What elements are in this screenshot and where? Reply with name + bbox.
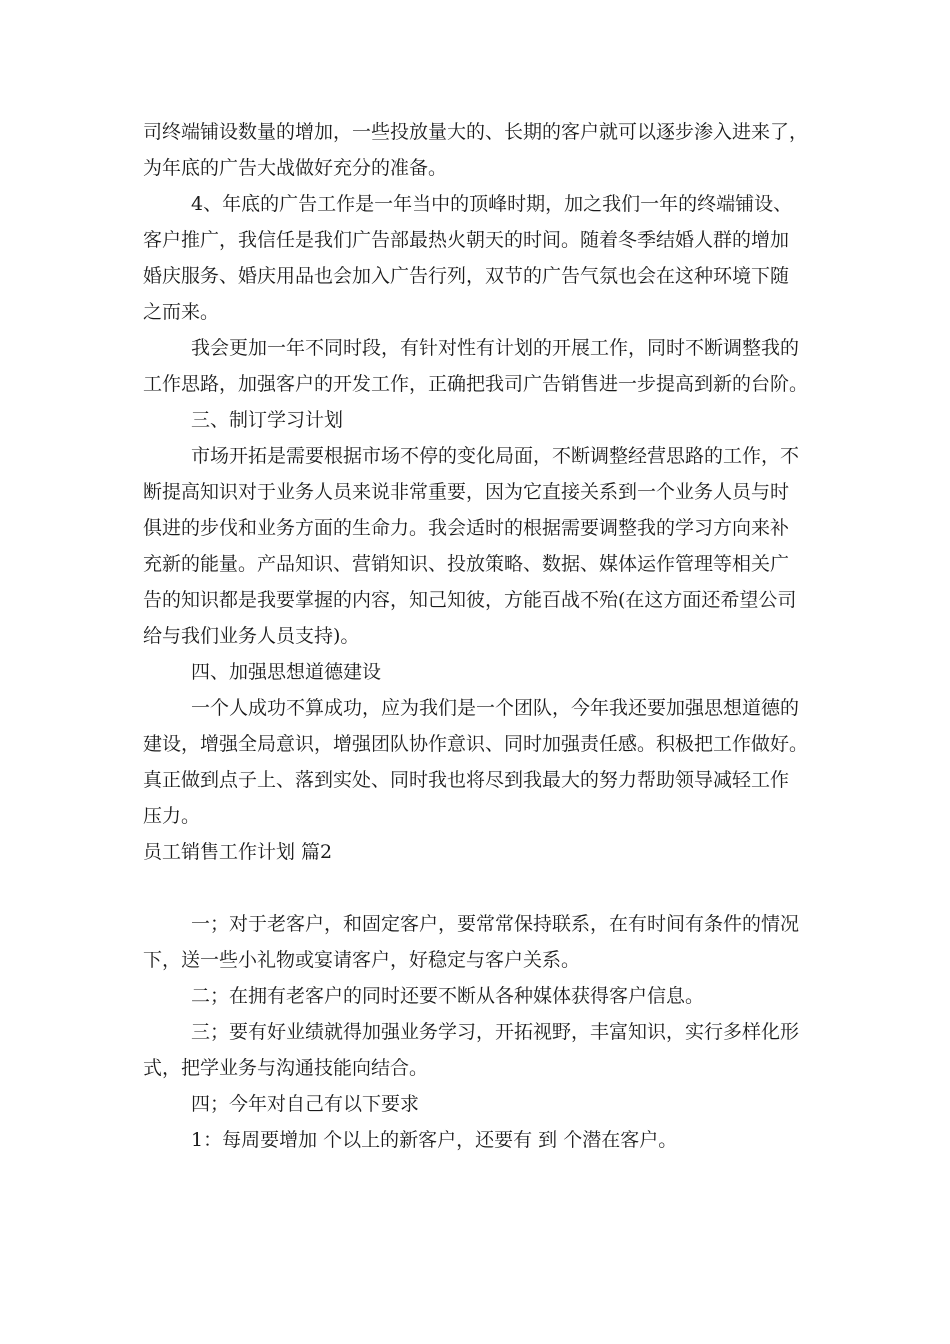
paragraph-line: 一个人成功不算成功，应为我们是一个团队，今年我还要加强思想道德的: [191, 697, 800, 719]
paragraph-line: 压力。: [143, 805, 201, 827]
section-heading: 四、加强思想道德建设: [191, 661, 382, 683]
document-body: [143, 114, 807, 1158]
paragraph-line: 之而来。: [143, 301, 220, 323]
paragraph-line: 4、年底的广告工作是一年当中的顶峰时期，加之我们一年的终端铺设、: [191, 193, 793, 215]
blank-line: [143, 870, 807, 906]
paragraph-line: 下，送一些小礼物或宴请客户，好稳定与客户关系。: [143, 949, 581, 971]
paragraph-line: 一；对于老客户，和固定客户，要常常保持联系，在有时间有条件的情况: [191, 913, 800, 935]
section-heading: 三、制订学习计划: [191, 409, 344, 431]
paragraph-line: 客户推广，我信任是我们广告部最热火朝天的时间。随着冬季结婚人群的增加: [143, 229, 790, 251]
paragraph-line: 司终端铺设数量的增加，一些投放量大的、长期的客户就可以逐步渗入进来了，: [143, 121, 809, 143]
paragraph-line: 给与我们业务人员支持)。: [143, 625, 360, 647]
paragraph-line: 建设，增强全局意识，增强团队协作意识、同时加强责任感。积极把工作做好。: [143, 733, 809, 755]
paragraph-line: 告的知识都是我要掌握的内容，知己知彼，方能百战不殆(在这方面还希望公司: [143, 589, 797, 611]
paragraph-line: 为年底的广告大战做好充分的准备。: [143, 157, 448, 179]
paragraph-line: 真正做到点子上、落到实处、同时我也将尽到我最大的努力帮助领导减轻工作: [143, 769, 790, 791]
paragraph-line: 婚庆服务、婚庆用品也会加入广告行列，双节的广告气氛也会在这种环境下随: [143, 265, 790, 287]
paragraph-line: 我会更加一年不同时段，有针对性有计划的开展工作，同时不断调整我的: [191, 337, 800, 359]
document-title: 员工销售工作计划 篇2: [143, 841, 333, 863]
paragraph-line: 工作思路，加强客户的开发工作，正确把我司广告销售进一步提高到新的台阶。: [143, 373, 809, 395]
paragraph-line: 三；要有好业绩就得加强业务学习，开拓视野，丰富知识，实行多样化形: [191, 1021, 800, 1043]
paragraph-line: 俱进的步伐和业务方面的生命力。我会适时的根据需要调整我的学习方向来补: [143, 517, 790, 539]
paragraph-line: 充新的能量。产品知识、营销知识、投放策略、数据、媒体运作管理等相关广: [143, 553, 790, 575]
paragraph-line: 1：每周要增加 个以上的新客户，还要有 到 个潜在客户。: [191, 1129, 678, 1151]
paragraph-line: 式，把学业务与沟通技能向结合。: [143, 1057, 429, 1079]
paragraph-line: 市场开拓是需要根据市场不停的变化局面，不断调整经营思路的工作，不: [191, 445, 800, 467]
paragraph-line: 断提高知识对于业务人员来说非常重要，因为它直接关系到一个业务人员与时: [143, 481, 790, 503]
paragraph-line: 二；在拥有老客户的同时还要不断从各种媒体获得客户信息。: [191, 985, 705, 1007]
paragraph-line: 四；今年对自己有以下要求: [191, 1093, 420, 1115]
